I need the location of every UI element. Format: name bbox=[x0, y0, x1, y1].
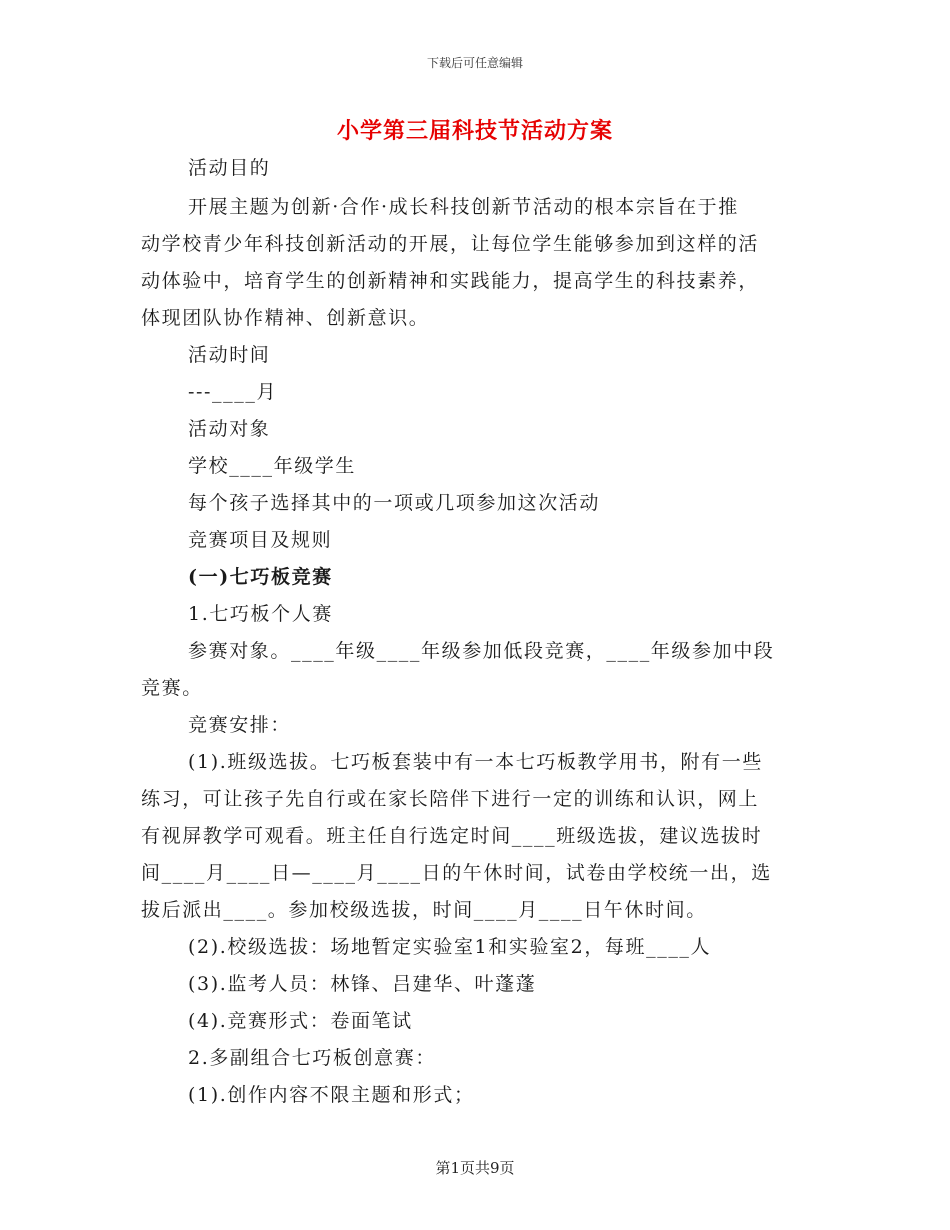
page-header-note: 下载后可任意编辑 bbox=[426, 56, 523, 70]
heading-target: 活动对象 bbox=[188, 418, 271, 440]
paragraph-line: 练习，可让孩子先自行或在家长陪伴下进行一定的训练和认识，网上 bbox=[141, 788, 760, 810]
paragraph-line: 拔后派出____。参加校级选拔，时间____月____日午休时间。 bbox=[141, 899, 707, 921]
paragraph-line: 每个孩子选择其中的一项或几项参加这次活动 bbox=[188, 492, 601, 514]
paragraph-line: (3).监考人员：林锋、吕建华、叶蓬蓬 bbox=[188, 973, 537, 995]
paragraph-line: 体现团队协作精神、创新意识。 bbox=[141, 307, 430, 329]
heading-items-rules: 竞赛项目及规则 bbox=[188, 529, 333, 551]
page-number-footer: 第1页共9页 bbox=[435, 1159, 515, 1177]
heading-purpose: 活动目的 bbox=[188, 157, 271, 179]
paragraph-line: 参赛对象。____年级____年级参加低段竞赛，____年级参加中段 bbox=[188, 640, 775, 662]
section-heading: (一)七巧板竞赛 bbox=[188, 566, 333, 588]
paragraph-line: 学校____年级学生 bbox=[188, 455, 357, 477]
paragraph-line: 竞赛。 bbox=[141, 677, 203, 699]
heading-time: 活动时间 bbox=[188, 344, 271, 366]
paragraph-line: (1).创作内容不限主题和形式； bbox=[188, 1084, 475, 1106]
paragraph-line: 有视屏教学可观看。班主任自行选定时间____班级选拔，建议选拔时 bbox=[141, 825, 763, 847]
paragraph-line: 间____月____日—____月____日的午休时间，试卷由学校统一出，选 bbox=[141, 862, 772, 884]
paragraph-line: 动学校青少年科技创新活动的开展，让每位学生能够参加到这样的活 bbox=[141, 233, 760, 255]
subsection-heading: 1.七巧板个人赛 bbox=[188, 603, 333, 625]
paragraph-line: (4).竞赛形式：卷面笔试 bbox=[188, 1010, 413, 1032]
paragraph-line: 动体验中，培育学生的创新精神和实践能力，提高学生的科技素养， bbox=[141, 270, 760, 292]
paragraph-line: ---____月 bbox=[188, 381, 278, 403]
paragraph-line: 竞赛安排： bbox=[188, 714, 292, 736]
subsection-heading: 2.多副组合七巧板创意赛： bbox=[188, 1047, 436, 1069]
paragraph-line: (2).校级选拔：场地暂定实验室1和实验室2，每班____人 bbox=[188, 936, 712, 958]
paragraph-line: 开展主题为创新·合作·成长科技创新节活动的根本宗旨在于推 bbox=[188, 196, 739, 218]
document-title: 小学第三届科技节活动方案 bbox=[336, 118, 613, 144]
paragraph-line: (1).班级选拔。七巧板套装中有一本七巧板教学用书，附有一些 bbox=[188, 751, 763, 773]
